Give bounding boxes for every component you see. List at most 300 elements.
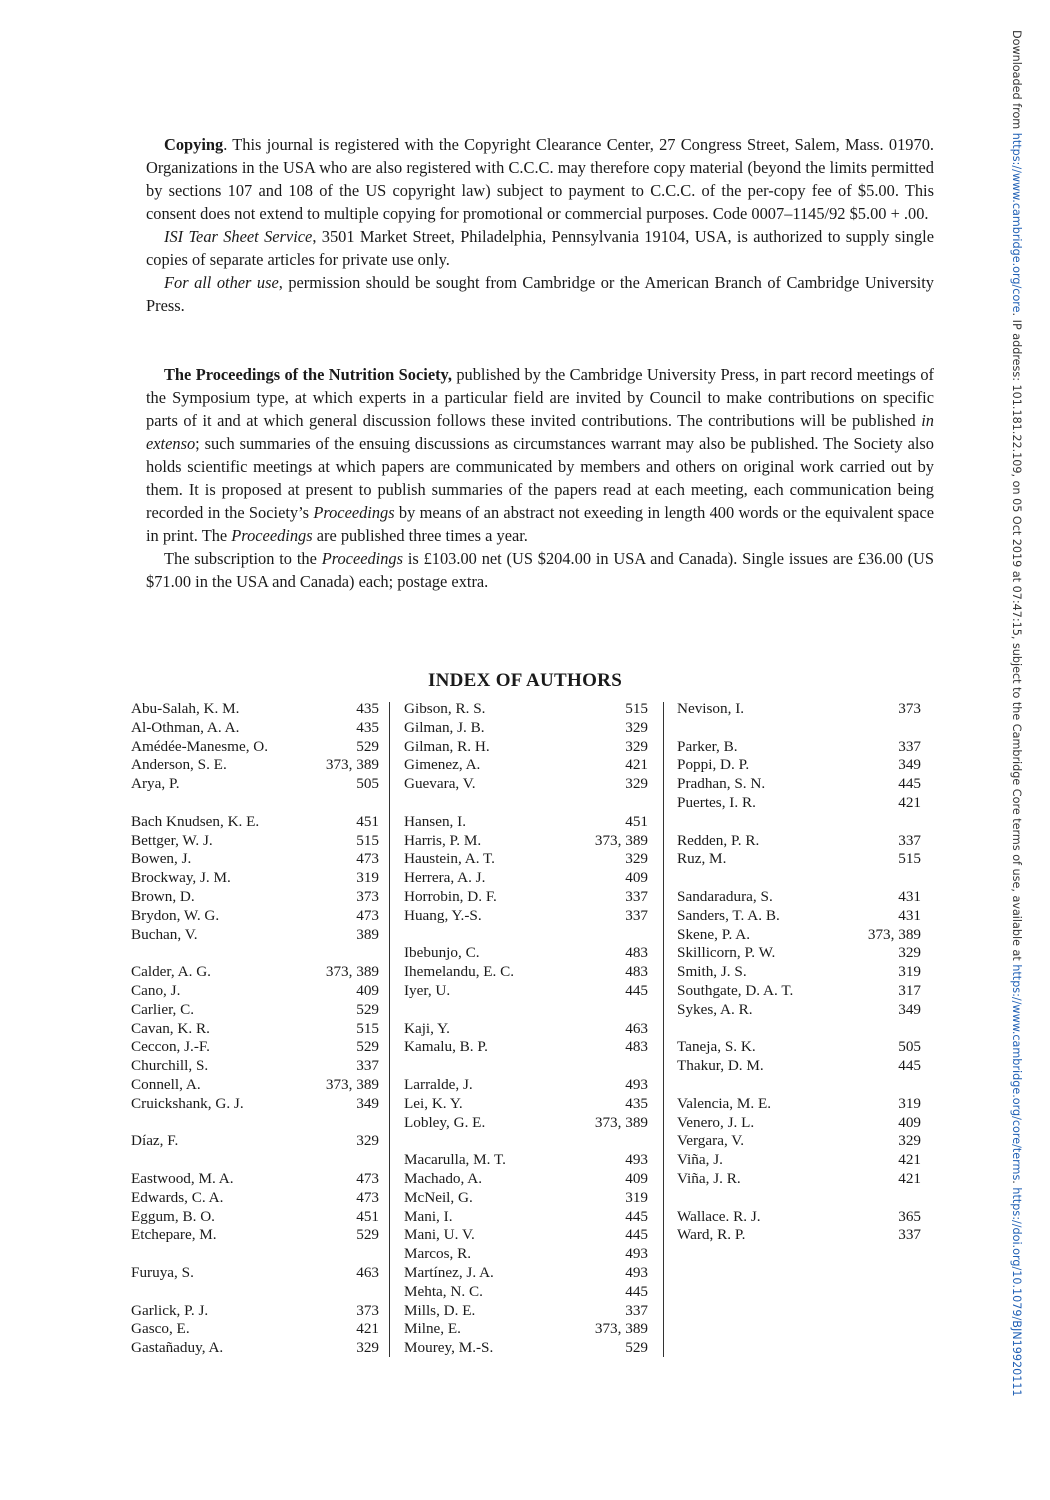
index-gap bbox=[131, 944, 379, 963]
author-pages: 389 bbox=[356, 925, 379, 943]
author-entry bbox=[677, 982, 921, 1001]
author-pages: 319 bbox=[356, 869, 379, 887]
author-pages: 515 bbox=[625, 700, 648, 717]
subscription-text-a: The subscription to the bbox=[164, 549, 322, 568]
in-extenso-italic: in extenso bbox=[146, 411, 934, 453]
author-pages: 515 bbox=[356, 1019, 379, 1037]
author-name: Skene, P. A. bbox=[677, 925, 750, 943]
author-name: Viña, J. R. bbox=[677, 1169, 741, 1187]
index-gap bbox=[404, 1001, 648, 1020]
author-name: Anderson, S. E. bbox=[131, 756, 227, 774]
author-name: Brockway, J. M. bbox=[131, 869, 231, 887]
author-pages: 337 bbox=[625, 906, 648, 924]
author-entry bbox=[404, 1302, 648, 1321]
author-entry bbox=[404, 1189, 648, 1208]
proceedings-italic: Proceedings bbox=[321, 549, 404, 568]
author-entry bbox=[677, 926, 921, 945]
author-pages: 329 bbox=[356, 1339, 379, 1357]
author-name: Cavan, K. R. bbox=[131, 1019, 210, 1037]
author-name: Pradhan, S. N. bbox=[677, 775, 766, 793]
author-entry bbox=[677, 888, 921, 907]
author-name: Gastañaduy, A. bbox=[131, 1339, 224, 1357]
author-entry bbox=[677, 1170, 921, 1189]
author-pages: 505 bbox=[356, 775, 379, 793]
author-pages: 319 bbox=[625, 1188, 648, 1206]
author-entry bbox=[404, 888, 648, 907]
author-name: McNeil, G. bbox=[404, 1188, 473, 1206]
author-entry bbox=[677, 756, 921, 775]
author-name: Mourey, M.-S. bbox=[404, 1339, 494, 1357]
author-name: Kamalu, B. P. bbox=[404, 1038, 488, 1056]
author-name: Gasco, E. bbox=[131, 1320, 190, 1338]
proceedings-italic: Proceedings bbox=[231, 526, 313, 545]
author-pages: 373, 389 bbox=[325, 963, 379, 981]
other-use-text: , permission should be sought from Cambridge or the American Branch of Cambridge University Press. bbox=[146, 273, 934, 315]
author-name: Lobley, G. E. bbox=[404, 1113, 486, 1131]
author-name: Furuya, S. bbox=[131, 1263, 194, 1281]
author-name: Díaz, F. bbox=[131, 1132, 179, 1150]
author-pages: 319 bbox=[898, 963, 921, 981]
download-notice bbox=[1010, 30, 1023, 1397]
author-name: Bowen, J. bbox=[131, 850, 192, 868]
author-entry bbox=[677, 1095, 921, 1114]
author-entry bbox=[404, 1283, 648, 1302]
author-pages: 373 bbox=[898, 700, 921, 717]
author-entry bbox=[131, 1001, 379, 1020]
author-name: Mani, I. bbox=[404, 1207, 453, 1225]
author-name: Edwards, C. A. bbox=[131, 1188, 224, 1206]
index-gap bbox=[677, 1076, 921, 1095]
author-name: Brown, D. bbox=[131, 887, 195, 905]
author-entry bbox=[404, 1245, 648, 1264]
terms-link[interactable]: https://www.cambridge.org/core/terms bbox=[1010, 964, 1023, 1181]
author-entry bbox=[131, 756, 379, 775]
author-entry bbox=[404, 869, 648, 888]
author-entry bbox=[677, 738, 921, 757]
author-entry bbox=[131, 1020, 379, 1039]
author-entry bbox=[404, 1226, 648, 1245]
proceedings-paragraph bbox=[146, 363, 934, 547]
index-gap bbox=[677, 1189, 921, 1208]
index-gap bbox=[677, 719, 921, 738]
author-pages: 349 bbox=[356, 1094, 379, 1112]
author-pages: 329 bbox=[356, 1132, 379, 1150]
author-pages: 409 bbox=[898, 1113, 921, 1131]
author-name: Cano, J. bbox=[131, 981, 181, 999]
author-entry bbox=[677, 794, 921, 813]
author-entry bbox=[404, 738, 648, 757]
author-entry bbox=[404, 944, 648, 963]
author-pages: 373, 389 bbox=[594, 1113, 648, 1131]
author-name: Connell, A. bbox=[131, 1075, 201, 1093]
author-entry bbox=[404, 1264, 648, 1283]
author-pages: 451 bbox=[356, 812, 379, 830]
author-pages: 337 bbox=[356, 1057, 379, 1075]
index-column-3 bbox=[677, 700, 921, 1245]
subscription-text-b: is £103.00 net (US $204.00 in USA and Canada). Single issues are £36.00 (US $71.00 in the USA and Canada) each; postage extra. bbox=[146, 549, 934, 591]
author-name: Mani, U. V. bbox=[404, 1226, 475, 1244]
author-pages: 435 bbox=[356, 718, 379, 736]
author-name: Lei, K. Y. bbox=[404, 1094, 463, 1112]
author-pages: 373, 389 bbox=[325, 1075, 379, 1093]
author-name: Southgate, D. A. T. bbox=[677, 981, 794, 999]
author-name: Skillicorn, P. W. bbox=[677, 944, 776, 962]
author-entry bbox=[404, 907, 648, 926]
author-entry bbox=[131, 1057, 379, 1076]
author-pages: 445 bbox=[625, 1207, 648, 1225]
author-pages: 329 bbox=[898, 1132, 921, 1150]
author-pages: 473 bbox=[356, 906, 379, 924]
author-pages: 435 bbox=[356, 700, 379, 717]
author-pages: 445 bbox=[898, 1057, 921, 1075]
author-name: Iyer, U. bbox=[404, 981, 451, 999]
author-entry bbox=[677, 1226, 921, 1245]
author-pages: 409 bbox=[625, 1169, 648, 1187]
author-pages: 473 bbox=[356, 850, 379, 868]
author-entry bbox=[404, 850, 648, 869]
copying-section bbox=[146, 133, 934, 317]
author-entry bbox=[131, 1264, 379, 1283]
download-notice-prefix: Downloaded from bbox=[1010, 30, 1023, 133]
author-entry bbox=[677, 963, 921, 982]
author-name: Ceccon, J.-F. bbox=[131, 1038, 210, 1056]
author-name: Sandaradura, S. bbox=[677, 887, 773, 905]
column-divider bbox=[389, 702, 390, 1357]
author-name: Carlier, C. bbox=[131, 1000, 195, 1018]
author-entry bbox=[404, 1170, 648, 1189]
author-pages: 421 bbox=[898, 1169, 921, 1187]
author-entry bbox=[131, 982, 379, 1001]
download-notice-middle: . IP address: 101.181.22.109, on 05 Oct 2019 at 07:47:15, subject to the Cambridge Core terms of use, available at bbox=[1010, 312, 1023, 965]
author-pages: 421 bbox=[898, 1151, 921, 1169]
author-name: Eggum, B. O. bbox=[131, 1207, 215, 1225]
author-name: Machado, A. bbox=[404, 1169, 483, 1187]
author-entry bbox=[404, 1038, 648, 1057]
author-pages: 409 bbox=[625, 869, 648, 887]
author-entry bbox=[131, 832, 379, 851]
author-pages: 451 bbox=[625, 812, 648, 830]
author-pages: 493 bbox=[625, 1075, 648, 1093]
author-name: Nevison, I. bbox=[677, 700, 745, 717]
author-entry bbox=[404, 982, 648, 1001]
author-pages: 317 bbox=[898, 981, 921, 999]
author-name: Bach Knudsen, K. E. bbox=[131, 812, 260, 830]
author-entry bbox=[677, 1038, 921, 1057]
author-name: Venero, J. L. bbox=[677, 1113, 755, 1131]
author-entry bbox=[677, 1132, 921, 1151]
author-pages: 445 bbox=[625, 981, 648, 999]
author-pages: 483 bbox=[625, 1038, 648, 1056]
author-name: Martínez, J. A. bbox=[404, 1263, 494, 1281]
author-entry bbox=[131, 1339, 379, 1358]
author-entry bbox=[404, 813, 648, 832]
author-pages: 529 bbox=[356, 1226, 379, 1244]
download-notice-sep: . bbox=[1010, 1180, 1023, 1188]
author-entry bbox=[131, 1170, 379, 1189]
author-entry bbox=[404, 1020, 648, 1039]
author-pages: 421 bbox=[625, 756, 648, 774]
author-pages: 445 bbox=[898, 775, 921, 793]
author-pages: 329 bbox=[625, 775, 648, 793]
author-pages: 337 bbox=[625, 1301, 648, 1319]
author-name: Wallace. R. J. bbox=[677, 1207, 761, 1225]
author-pages: 337 bbox=[898, 737, 921, 755]
author-pages: 329 bbox=[625, 737, 648, 755]
author-entry bbox=[677, 775, 921, 794]
proceedings-text-d: are published three times a year. bbox=[312, 526, 528, 545]
author-pages: 515 bbox=[356, 831, 379, 849]
author-pages: 451 bbox=[356, 1207, 379, 1225]
other-use-paragraph bbox=[146, 271, 934, 317]
author-entry bbox=[131, 1226, 379, 1245]
author-name: Brydon, W. G. bbox=[131, 906, 220, 924]
author-entry bbox=[131, 850, 379, 869]
author-pages: 337 bbox=[898, 1226, 921, 1244]
author-pages: 445 bbox=[625, 1226, 648, 1244]
author-name: Hansen, I. bbox=[404, 812, 466, 830]
author-pages: 473 bbox=[356, 1188, 379, 1206]
author-entry bbox=[131, 775, 379, 794]
author-name: Gilman, R. H. bbox=[404, 737, 490, 755]
author-name: Sanders, T. A. B. bbox=[677, 906, 780, 924]
author-name: Taneja, S. K. bbox=[677, 1038, 756, 1056]
author-pages: 483 bbox=[625, 963, 648, 981]
author-pages: 329 bbox=[898, 944, 921, 962]
author-pages: 373 bbox=[356, 887, 379, 905]
column-divider bbox=[663, 702, 664, 1357]
author-entry bbox=[677, 1208, 921, 1227]
author-entry bbox=[131, 1132, 379, 1151]
proceedings-text-b: ; such summaries of the ensuing discussions as circumstances warrant may also be published. The Society also holds scientific meetings at which papers are communicated by members and others on original work carried out by them. It is proposed at present to publish summaries of the papers read at each meeting, each communication being recorded in the Society’s bbox=[146, 434, 934, 522]
author-name: Cruickshank, G. J. bbox=[131, 1094, 244, 1112]
author-name: Etchepare, M. bbox=[131, 1226, 217, 1244]
author-entry bbox=[131, 700, 379, 719]
index-gap bbox=[131, 794, 379, 813]
author-pages: 463 bbox=[625, 1019, 648, 1037]
author-entry bbox=[404, 1076, 648, 1095]
index-gap bbox=[677, 869, 921, 888]
proceedings-text-a: published by the Cambridge University Press, in part record meetings of the Symposium type, at which experts in a particular field are invited by Council to make contributions on specific parts of it and at which general discussion follows these invited contributions. The contributions will be published bbox=[146, 365, 934, 430]
isi-text: , 3501 Market Street, Philadelphia, Pennsylvania 19104, USA, is authorized to supply single copies of separate articles for private use only. bbox=[146, 227, 934, 269]
author-pages: 493 bbox=[625, 1263, 648, 1281]
proceedings-section bbox=[146, 363, 934, 593]
author-entry bbox=[677, 1114, 921, 1133]
author-name: Bettger, W. J. bbox=[131, 831, 213, 849]
index-gap bbox=[404, 926, 648, 945]
author-name: Sykes, A. R. bbox=[677, 1000, 753, 1018]
author-entry bbox=[404, 1339, 648, 1358]
cambridge-core-link[interactable]: https://www.cambridge.org/core bbox=[1010, 132, 1023, 313]
author-name: Al-Othman, A. A. bbox=[131, 718, 240, 736]
isi-service-name: ISI Tear Sheet Service bbox=[164, 227, 313, 246]
index-gap bbox=[131, 1114, 379, 1133]
author-entry bbox=[404, 963, 648, 982]
author-name: Parker, B. bbox=[677, 737, 738, 755]
author-name: Viña, J. bbox=[677, 1151, 723, 1169]
author-name: Harris, P. M. bbox=[404, 831, 482, 849]
author-name: Herrera, A. J. bbox=[404, 869, 486, 887]
author-pages: 463 bbox=[356, 1263, 379, 1281]
author-entry bbox=[131, 738, 379, 757]
author-name: Arya, P. bbox=[131, 775, 180, 793]
author-name: Poppi, D. P. bbox=[677, 756, 750, 774]
author-name: Milne, E. bbox=[404, 1320, 461, 1338]
author-pages: 373 bbox=[356, 1301, 379, 1319]
author-entry bbox=[404, 832, 648, 851]
author-pages: 365 bbox=[898, 1207, 921, 1225]
index-gap bbox=[677, 1020, 921, 1039]
author-name: Gimenez, A. bbox=[404, 756, 481, 774]
author-entry bbox=[131, 1189, 379, 1208]
author-entry bbox=[131, 1038, 379, 1057]
copying-paragraph bbox=[146, 133, 934, 225]
author-name: Kaji, Y. bbox=[404, 1019, 450, 1037]
author-pages: 319 bbox=[898, 1094, 921, 1112]
author-entry bbox=[677, 1057, 921, 1076]
author-name: Calder, A. G. bbox=[131, 963, 211, 981]
author-pages: 421 bbox=[356, 1320, 379, 1338]
author-entry bbox=[677, 700, 921, 719]
index-gap bbox=[131, 1283, 379, 1302]
author-name: Gilman, J. B. bbox=[404, 718, 485, 736]
index-gap bbox=[131, 1245, 379, 1264]
isi-paragraph bbox=[146, 225, 934, 271]
author-entry bbox=[404, 1151, 648, 1170]
author-name: Guevara, V. bbox=[404, 775, 476, 793]
proceedings-heading: The Proceedings of the Nutrition Society, bbox=[164, 365, 452, 384]
author-name: Macarulla, M. T. bbox=[404, 1151, 506, 1169]
copying-text: . This journal is registered with the Copyright Clearance Center, 27 Congress Street, Salem, Mass. 01970. Organizations in the USA who are also registered with C.C.C. may therefore copy material (beyond the limits permitted by sections 107 and 108 of the US copyright law) subject to payment to C.C.C. of the per-copy fee of $5.00. This consent does not extend to multiple copying for promotional or commercial purposes. Code 0007–1145/92 $5.00 + .00. bbox=[146, 135, 934, 223]
author-entry bbox=[131, 1095, 379, 1114]
author-entry bbox=[131, 813, 379, 832]
author-entry bbox=[404, 1320, 648, 1339]
author-pages: 435 bbox=[625, 1094, 648, 1112]
author-pages: 329 bbox=[625, 718, 648, 736]
proceedings-text-c: by means of an abstract not exeeding in length 400 words or the equivalent space in print. The bbox=[146, 503, 934, 545]
author-pages: 431 bbox=[898, 906, 921, 924]
author-pages: 515 bbox=[898, 850, 921, 868]
author-pages: 529 bbox=[356, 1038, 379, 1056]
index-gap bbox=[404, 1057, 648, 1076]
author-pages: 529 bbox=[356, 737, 379, 755]
index-gap bbox=[404, 1132, 648, 1151]
author-pages: 373, 389 bbox=[867, 925, 921, 943]
author-pages: 373, 389 bbox=[594, 1320, 648, 1338]
author-name: Smith, J. S. bbox=[677, 963, 747, 981]
author-name: Thakur, D. M. bbox=[677, 1057, 764, 1075]
author-pages: 473 bbox=[356, 1169, 379, 1187]
author-name: Buchan, V. bbox=[131, 925, 198, 943]
author-pages: 329 bbox=[625, 850, 648, 868]
author-name: Haustein, A. T. bbox=[404, 850, 495, 868]
author-name: Huang, Y.-S. bbox=[404, 906, 482, 924]
index-title: INDEX OF AUTHORS bbox=[427, 670, 623, 691]
index-gap bbox=[404, 794, 648, 813]
author-entry bbox=[404, 700, 648, 719]
proceedings-italic: Proceedings bbox=[313, 503, 395, 522]
author-entry bbox=[131, 1076, 379, 1095]
author-entry bbox=[404, 719, 648, 738]
author-entry bbox=[131, 907, 379, 926]
author-entry bbox=[677, 1001, 921, 1020]
author-entry bbox=[131, 1320, 379, 1339]
author-entry bbox=[677, 944, 921, 963]
author-entry bbox=[677, 1151, 921, 1170]
author-entry bbox=[677, 907, 921, 926]
author-pages: 529 bbox=[356, 1000, 379, 1018]
author-pages: 493 bbox=[625, 1151, 648, 1169]
author-entry bbox=[677, 850, 921, 869]
author-entry bbox=[404, 1208, 648, 1227]
author-pages: 349 bbox=[898, 756, 921, 774]
author-pages: 493 bbox=[625, 1245, 648, 1263]
author-name: Larralde, J. bbox=[404, 1075, 473, 1093]
other-use-label: For all other use bbox=[164, 273, 279, 292]
author-entry bbox=[131, 869, 379, 888]
index-column-2 bbox=[404, 700, 648, 1358]
author-name: Mills, D. E. bbox=[404, 1301, 476, 1319]
copying-heading: Copying bbox=[164, 135, 224, 154]
author-entry bbox=[404, 1114, 648, 1133]
author-name: Ihemelandu, E. C. bbox=[404, 963, 515, 981]
author-name: Eastwood, M. A. bbox=[131, 1169, 234, 1187]
author-name: Gibson, R. S. bbox=[404, 700, 486, 717]
author-name: Ward, R. P. bbox=[677, 1226, 746, 1244]
author-entry bbox=[131, 926, 379, 945]
index-column-1 bbox=[131, 700, 379, 1358]
author-name: Abu-Salah, K. M. bbox=[131, 700, 240, 717]
author-name: Churchill, S. bbox=[131, 1057, 209, 1075]
author-pages: 349 bbox=[898, 1000, 921, 1018]
author-pages: 431 bbox=[898, 887, 921, 905]
author-pages: 337 bbox=[898, 831, 921, 849]
author-entry bbox=[131, 888, 379, 907]
doi-link[interactable]: https://doi.org/10.1079/BJN19920111 bbox=[1010, 1187, 1023, 1397]
author-name: Amédée-Manesme, O. bbox=[131, 737, 269, 755]
author-name: Marcos, R. bbox=[404, 1245, 472, 1263]
author-entry bbox=[131, 963, 379, 982]
index-gap bbox=[131, 1151, 379, 1170]
author-entry bbox=[404, 775, 648, 794]
author-name: Garlick, P. J. bbox=[131, 1301, 209, 1319]
author-pages: 483 bbox=[625, 944, 648, 962]
author-name: Valencia, M. E. bbox=[677, 1094, 772, 1112]
author-pages: 505 bbox=[898, 1038, 921, 1056]
author-entry bbox=[404, 1095, 648, 1114]
author-name: Puertes, I. R. bbox=[677, 793, 756, 811]
author-pages: 409 bbox=[356, 981, 379, 999]
author-entry bbox=[131, 1208, 379, 1227]
author-name: Mehta, N. C. bbox=[404, 1282, 483, 1300]
author-pages: 529 bbox=[625, 1339, 648, 1357]
subscription-paragraph bbox=[146, 547, 934, 593]
author-pages: 445 bbox=[625, 1282, 648, 1300]
author-entry bbox=[677, 832, 921, 851]
author-name: Horrobin, D. F. bbox=[404, 887, 497, 905]
author-name: Ibebunjo, C. bbox=[404, 944, 480, 962]
author-name: Redden, P. R. bbox=[677, 831, 760, 849]
index-gap bbox=[677, 813, 921, 832]
author-name: Vergara, V. bbox=[677, 1132, 745, 1150]
author-pages: 337 bbox=[625, 887, 648, 905]
author-pages: 421 bbox=[898, 793, 921, 811]
author-name: Ruz, M. bbox=[677, 850, 727, 868]
author-entry bbox=[131, 1302, 379, 1321]
author-pages: 373, 389 bbox=[594, 831, 648, 849]
author-entry bbox=[404, 756, 648, 775]
author-entry bbox=[131, 719, 379, 738]
author-pages: 373, 389 bbox=[325, 756, 379, 774]
